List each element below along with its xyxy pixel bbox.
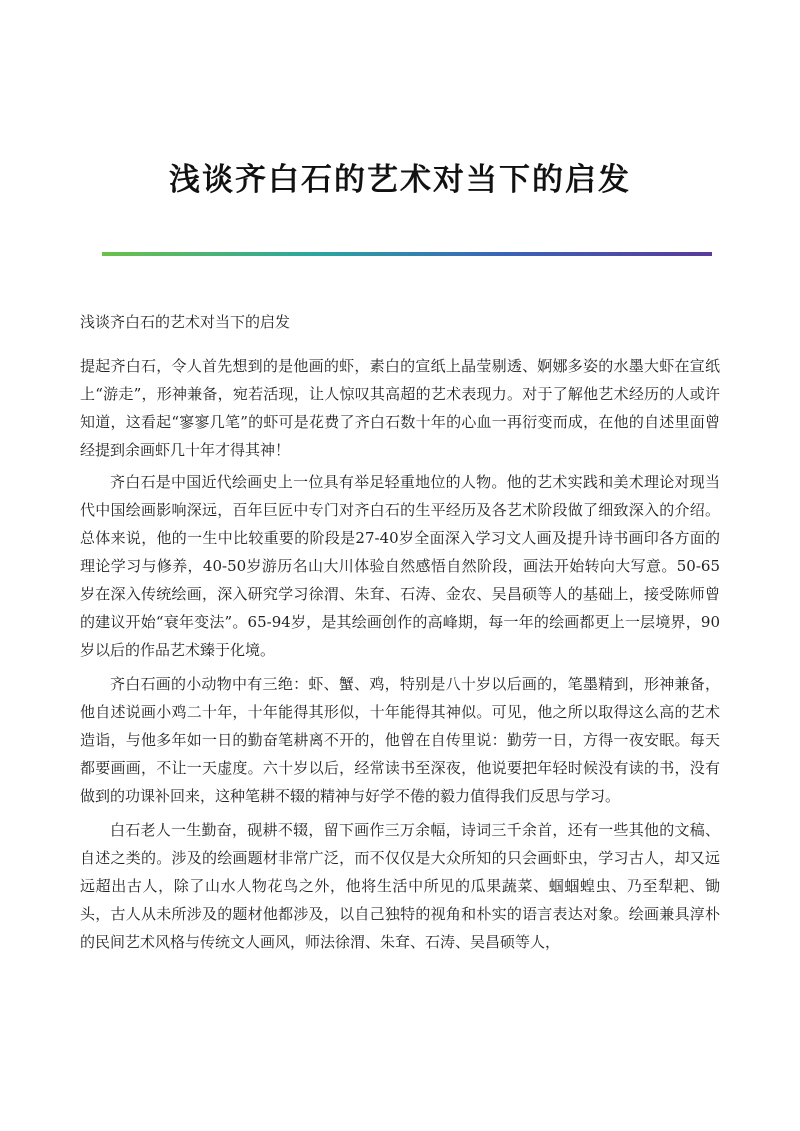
document-body — [80, 308, 720, 962]
paragraph-2: 齐白石是中国近代绘画史上一位具有举足轻重地位的人物。他的艺术实践和美术理论对现当代中国绘画影响深远，百年巨匠中专门对齐白石的生平经历及各艺术阶段做了细致深入的介绍。总体来说，他的一生中比较重要的阶段是27-40岁全面深入学习文人画及提升诗书画印各方面的理论学习与修养，40-50岁游历名山大川体验自然感悟自然阶段，画法开始转向大写意。50-65岁在深入传统绘画，深入研究学习徐渭、朱耷、石涛、金农、吴昌硕等人的基础上，接受陈师曾的建议开始“衰年变法”。65-94岁，是其绘画创作的高峰期，每一年的绘画都更上一层境界，90岁以后的作品艺术臻于化境。 — [80, 473, 720, 659]
paragraph-4: 白石老人一生勤奋，砚耕不辍，留下画作三万余幅，诗词三千余首，还有一些其他的文稿、自述之类的。涉及的绘画题材非常广泛，而不仅仅是大众所知的只会画虾虫，学习古人，却又远远超出古人，除了山水人物花鸟之外，他将生活中所见的瓜果蔬菜、蝈蝈蝗虫、乃至犁耙、锄头，古人从未所涉及的题材他都涉及，以自己独特的视角和朴实的语言表达对象。绘画兼具淳朴的民间艺术风格与传统文人画风，师法徐渭、朱耷、石涛、吴昌硕等人， — [80, 821, 720, 951]
document-title: 浅谈齐白石的艺术对当下的启发 — [169, 162, 631, 198]
title-divider — [102, 252, 712, 256]
document-subtitle: 浅谈齐白石的艺术对当下的启发 — [80, 313, 291, 331]
paragraph-1: 提起齐白石，令人首先想到的是他画的虾，素白的宣纸上晶莹剔透、婀娜多姿的水墨大虾在宣纸上“游走”，形神兼备，宛若活现，让人惊叹其高超的艺术表现力。对于了解他艺术经历的人或许知道，这看起“寥寥几笔”的虾可是花费了齐白石数十年的心血一再衍变而成，在他的自述里面曾经提到余画虾几十年才得其神！ — [80, 357, 720, 459]
paragraph-3: 齐白石画的小动物中有三绝：虾、蟹、鸡，特别是八十岁以后画的，笔墨精到，形神兼备，他自述说画小鸡二十年，十年能得其形似，十年能得其神似。可见，他之所以取得这么高的艺术造诣，与他多年如一日的勤奋笔耕离不开的，他曾在自传里说：勤劳一日，方得一夜安眠。每天都要画画，不让一天虚度。六十岁以后，经常读书至深夜，他说要把年轻时候没有读的书，没有做到的功课补回来，这种笔耕不辍的精神与好学不倦的毅力值得我们反思与学习。 — [80, 675, 720, 805]
